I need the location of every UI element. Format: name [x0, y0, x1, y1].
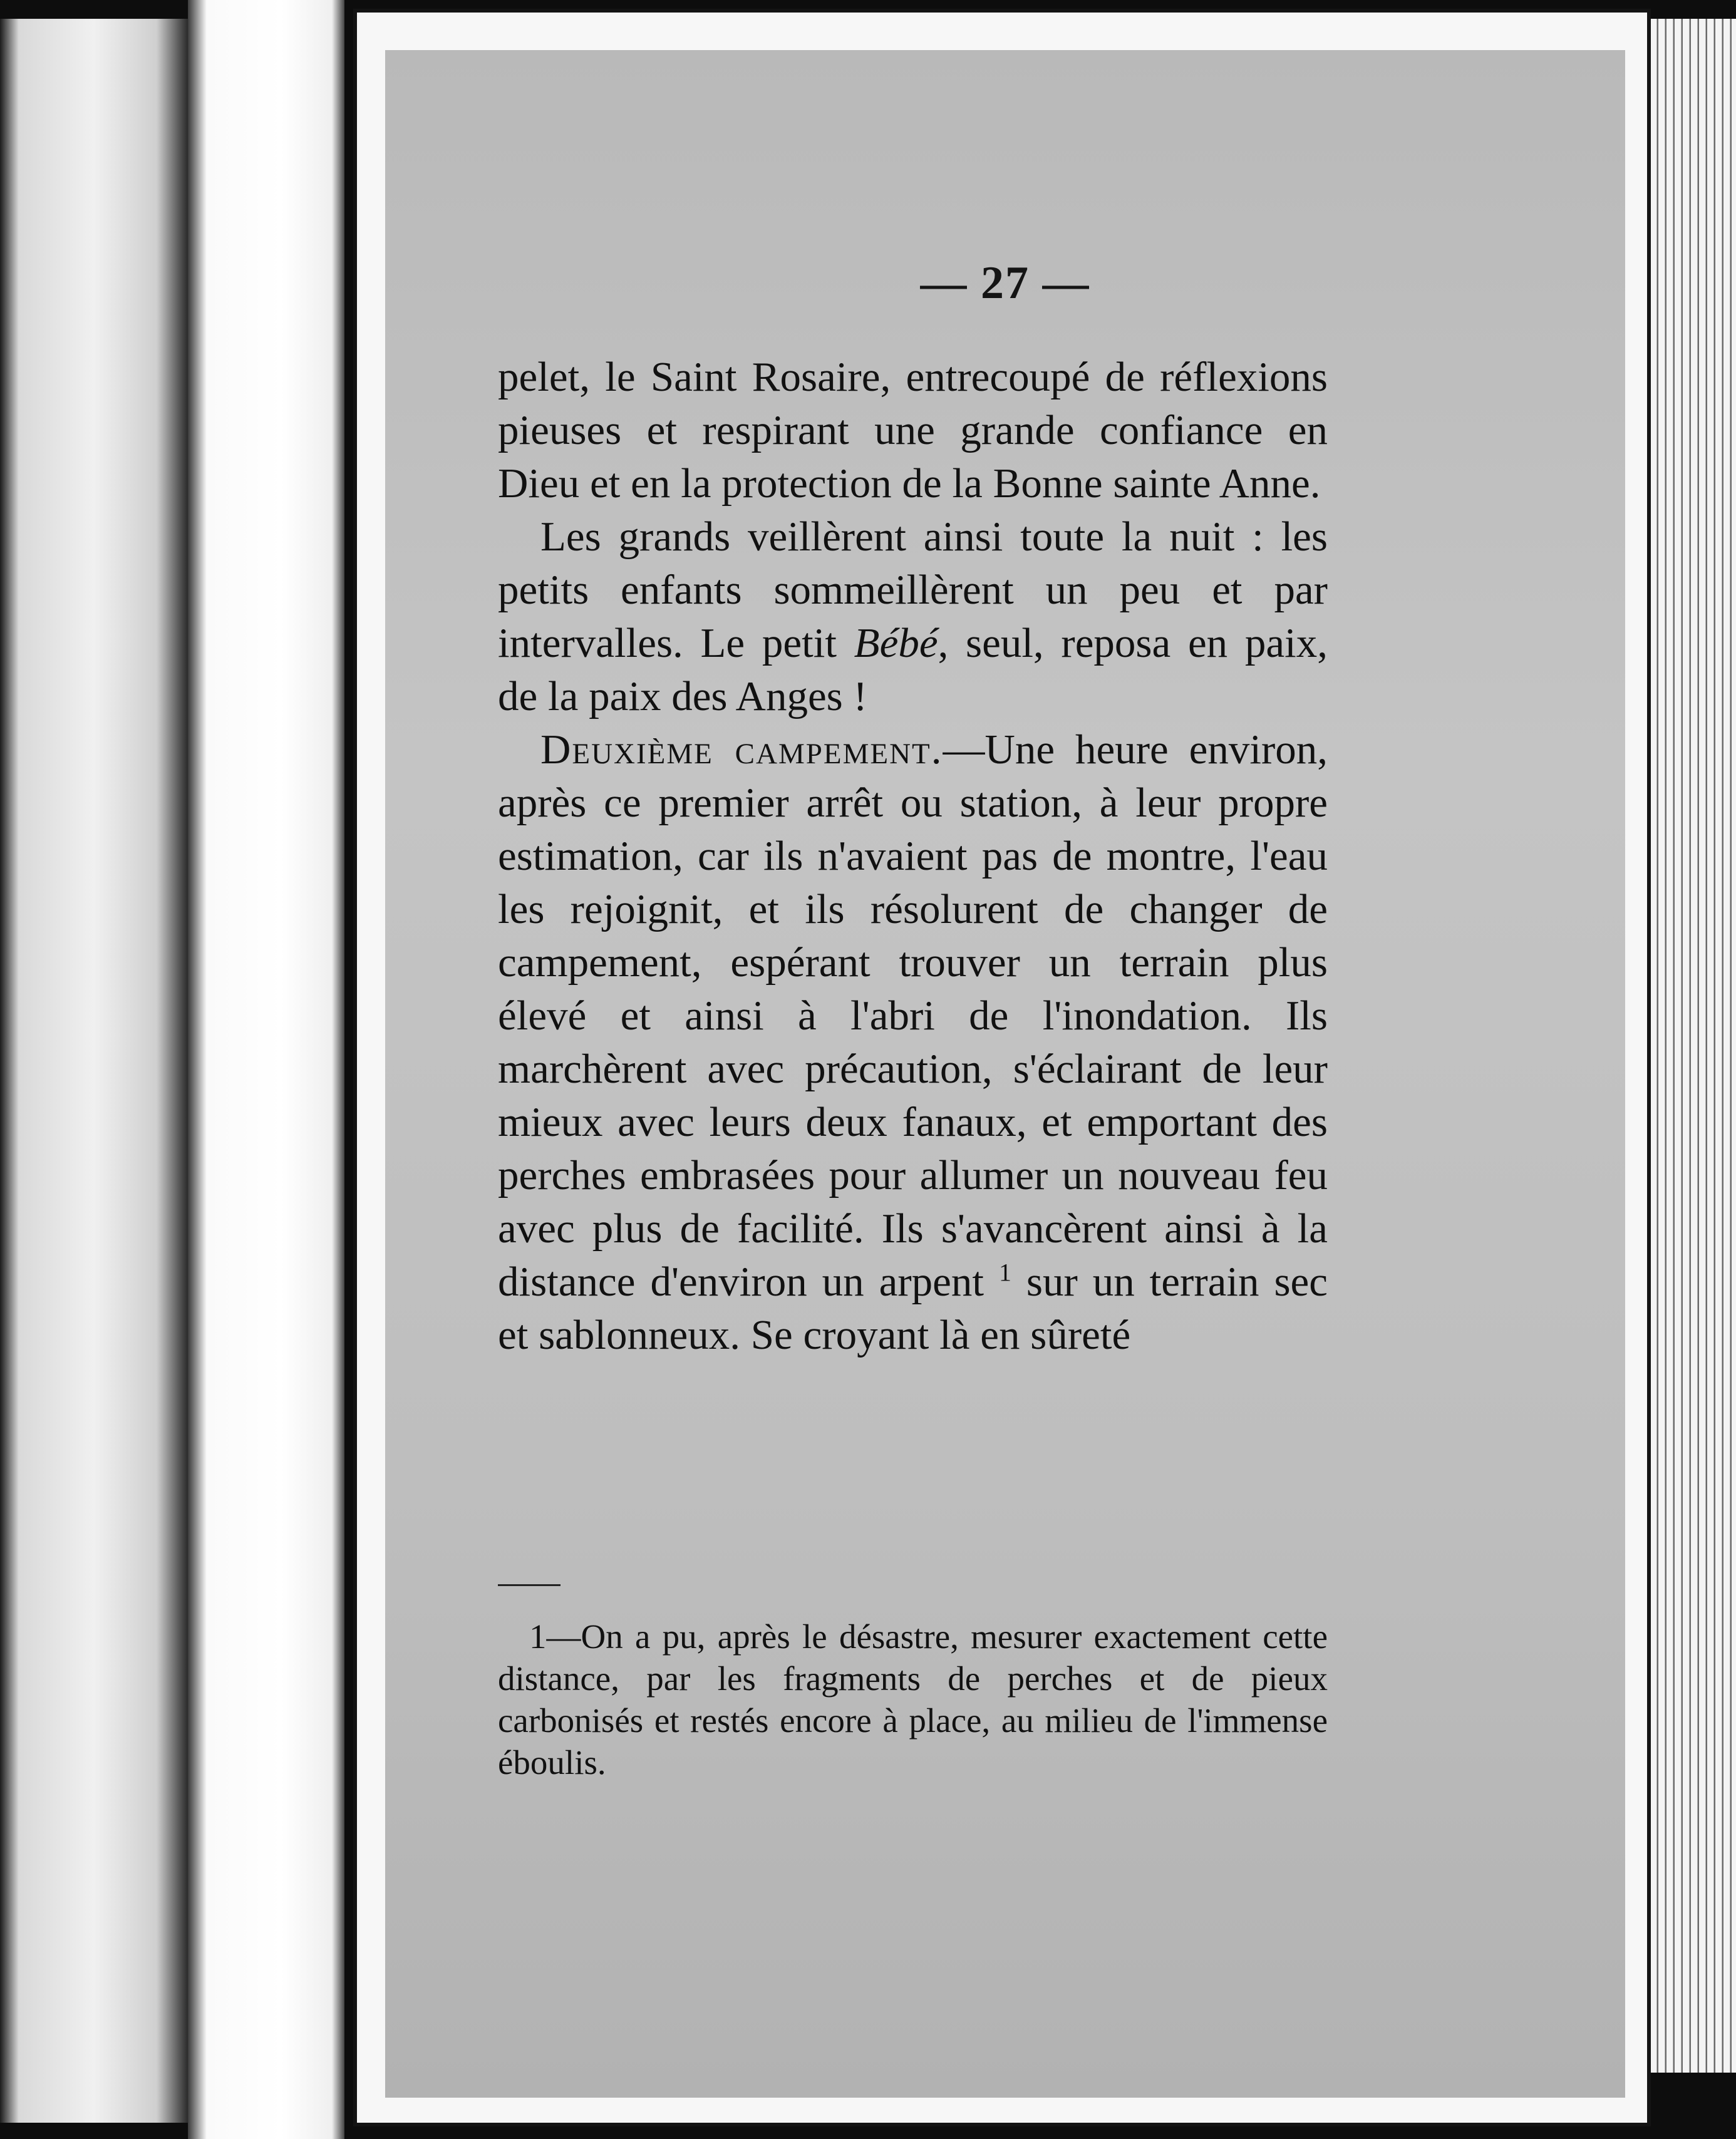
- paragraph-3-text-after: sur un terrain sec et sablonneux. Se croyant là en sûreté: [498, 1259, 1328, 1358]
- footnote-text: 1—On a pu, après le désastre, mesurer exactement cette distance, par les fragments de perches et de pieux carbonisés et restés encore à place, au milieu de l'immense éboulis.: [498, 1617, 1328, 1781]
- paragraph-3-text-before: —Une heure environ, après ce premier arrêt ou station, à leur propre estimation, car ils n'avaient pas de montre, l'eau les rejoignit, et ils résolurent de changer de campement, espérant trouver un terrain plus élevé et ainsi à l'abri de l'inondation. Ils marchèrent avec précaution, s'éclairant de leur mieux avec leurs deux fanaux, et emportant des perches embrasées pour allumer un nouveau feu avec plus de facilité. Ils s'avancèrent ainsi à la distance d'environ un arpent: [498, 726, 1328, 1305]
- body-text: [498, 351, 1328, 1362]
- paragraph-2-text-before: Les grands veillèrent ainsi toute la nuit : les petits enfants sommeillèrent un peu et par intervalles. Le petit: [498, 513, 1328, 666]
- italic-bebe: Bébé: [854, 620, 938, 666]
- paragraph-3: [498, 723, 1328, 1362]
- page-number: — 27 —: [920, 257, 1090, 309]
- stacked-page-edges: [1642, 19, 1736, 2073]
- footnote: [498, 1616, 1328, 1783]
- paragraph-2-text-after: , seul, reposa en paix, de la paix des Anges !: [498, 620, 1328, 719]
- footnote-rule: [498, 1584, 561, 1586]
- left-page-fragment: [0, 19, 188, 2123]
- paragraph-2: [498, 510, 1328, 723]
- printed-page: [385, 50, 1625, 2098]
- section-heading: Deuxième campement.: [540, 726, 943, 773]
- paragraph-1: pelet, le Saint Rosaire, entrecoupé de réflexions pieuses et respirant une grande confiance en Dieu et en la protection de la Bonne sainte Anne.: [498, 354, 1328, 507]
- footnote-marker: 1: [998, 1258, 1011, 1287]
- binding-strip: [188, 0, 344, 2139]
